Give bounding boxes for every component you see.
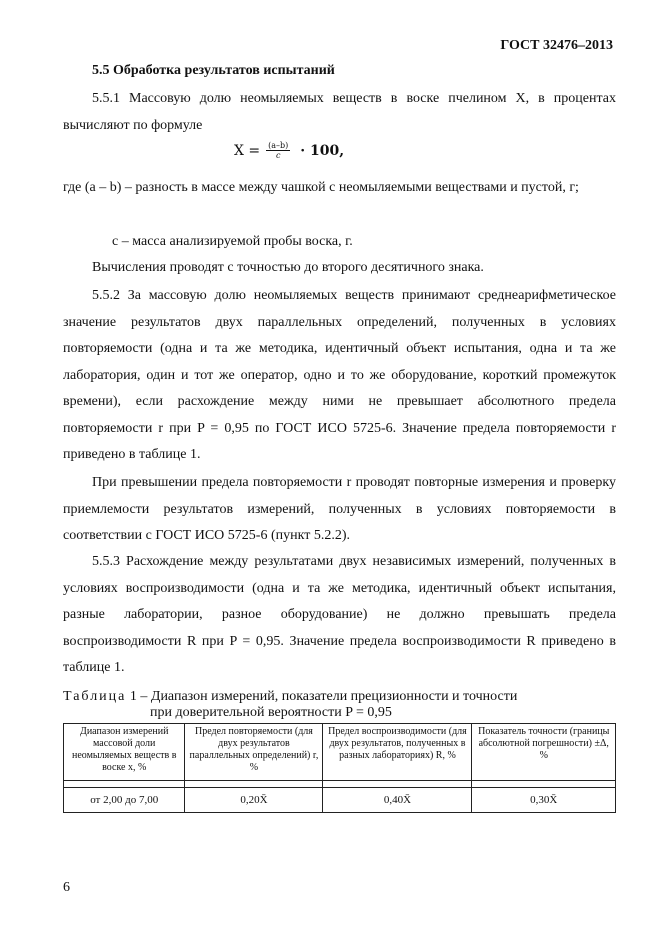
table-gap-row	[64, 781, 616, 788]
formula	[234, 141, 344, 160]
table-caption-label: Таблица	[63, 689, 127, 704]
table-caption-line2: при доверительной вероятности P = 0,95	[150, 705, 392, 720]
paragraph-repeat: При превышении предела повторяемости r проводят повторные измерения и проверку приемлемости результатов измерений, полученных в условиях повторяемости в соответствии с ГОСТ ИСО 5725-6 (пункт 5.2.2).	[63, 475, 616, 543]
section-title: 5.5 Обработка результатов испытаний	[92, 63, 335, 78]
table-cell: от 2,00 до 7,00	[64, 788, 185, 813]
table-cell: 0,40X̄	[323, 788, 472, 813]
table-caption	[63, 688, 517, 705]
table-cell: 0,20X̄	[185, 788, 323, 813]
table-header-cell: Показатель точности (границы абсолютной погрешности) ±Δ, %	[472, 724, 616, 781]
document-header: ГОСТ 32476–2013	[500, 38, 613, 53]
page-number: 6	[63, 880, 70, 895]
table-cell: 0,30X̄	[472, 788, 616, 813]
table-caption-text: 1 – Диапазон измерений, показатели прецизионности и точности	[129, 689, 518, 704]
precision-table	[63, 723, 616, 813]
paragraph-c: c – масса анализируемой пробы воска, г.	[112, 234, 353, 249]
table-row	[64, 788, 616, 813]
formula-fraction	[266, 141, 290, 160]
paragraph-5-5-3: 5.5.3 Расхождение между результатами двух независимых измерений, полученных в условиях воспроизводимости (одна и та же методика, идентичный объект испытания, разные лаборатории, разное оборудование) не должно превышать предела воспроизводимости R при P = 0,95. Значение предела воспроизводимости R приведено в таблице 1.	[63, 554, 616, 675]
formula-rhs: · 100,	[300, 142, 345, 159]
formula-numerator: (a–b)	[268, 141, 289, 150]
paragraph-accuracy: Вычисления проводят с точностью до второго десятичного знака.	[92, 260, 484, 275]
paragraph-where	[63, 175, 616, 202]
formula-denominator: c	[275, 151, 281, 160]
table-header-cell: Предел повторяемости (для двух результатов параллельных определений) r, %	[185, 724, 323, 781]
table-header-cell: Предел воспроизводимости (для двух результатов, полученных в разных лабораториях) R, %	[323, 724, 472, 781]
table-header-cell: Диапазон измерений массовой доли неомыляемых веществ в воске x, %	[64, 724, 185, 781]
paragraph-5-5-2: 5.5.2 За массовую долю неомыляемых веществ принимают среднеарифметическое значение результатов двух параллельных определений, полученных в условиях повторяемости (одна и та же методика, идентичный объект испытания, одна и та же лаборатория, один и тот же оператор, одно и то же оборудование, короткий промежуток времени), если расхождение между ними не превышает абсолютного предела повторяемости r при P = 0,95 по ГОСТ ИСО 5725-6. Значение предела повторяемости r приведено в таблице 1.	[63, 288, 616, 462]
paragraph-5-5-1: 5.5.1 Массовую долю неомыляемых веществ в воске пчелином X, в процентах вычисляют по формуле	[63, 91, 616, 133]
table-header-row	[64, 724, 616, 781]
where-text: где (a – b) – разность в массе между чашкой с неомыляемыми веществами и пустой, г;	[63, 180, 579, 195]
formula-lhs: X =	[234, 142, 261, 159]
